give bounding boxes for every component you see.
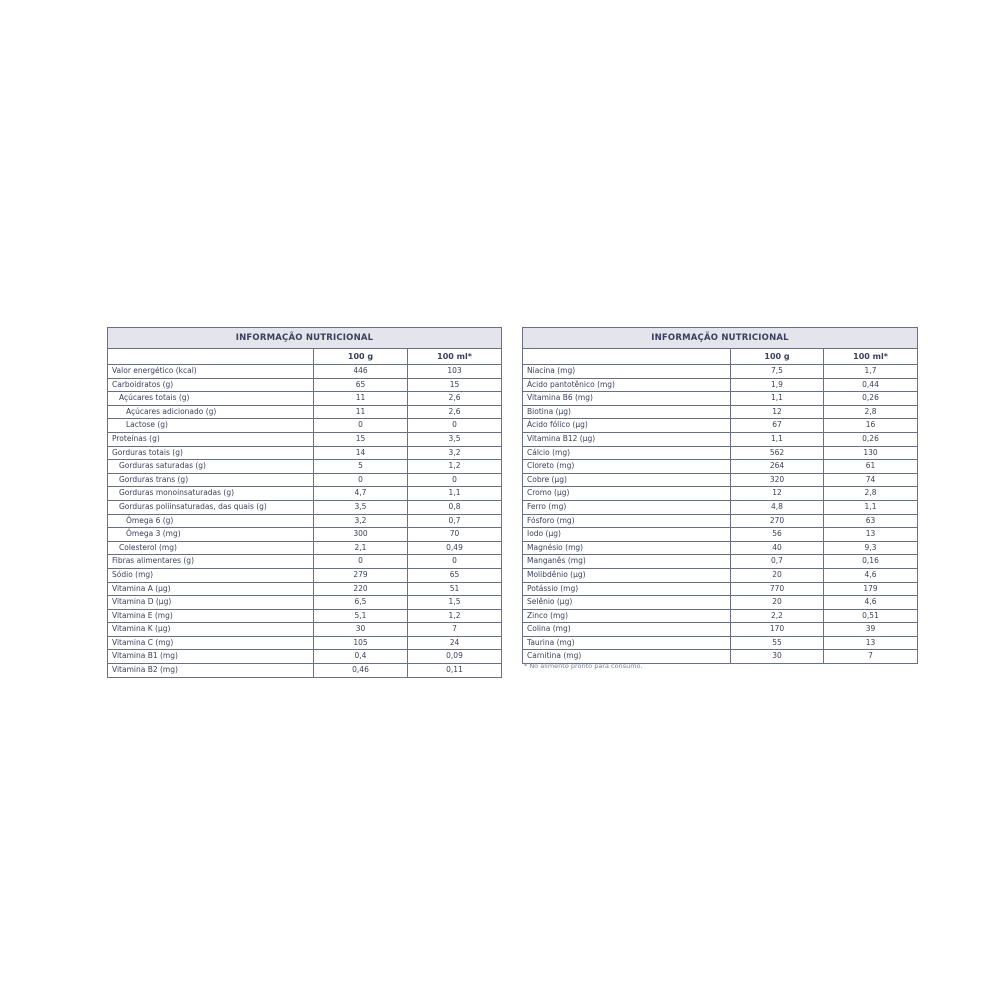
- value-100ml: 1,5: [408, 596, 502, 610]
- table-row: [523, 528, 918, 542]
- value-100ml: 1,7: [824, 365, 918, 379]
- nutrient-label: Valor energético (kcal): [108, 365, 314, 379]
- table-row: [523, 392, 918, 406]
- value-100g: 446: [314, 365, 408, 379]
- table-row: [523, 432, 918, 446]
- table-row: [108, 514, 502, 528]
- table-row: [523, 636, 918, 650]
- nutrient-label: Lactose (g): [108, 419, 314, 433]
- value-100g: 270: [731, 514, 824, 528]
- value-100ml: 0,26: [824, 392, 918, 406]
- table-row: [523, 405, 918, 419]
- table-row: [108, 664, 502, 678]
- value-100ml: 1,1: [408, 487, 502, 501]
- value-100ml: 13: [824, 528, 918, 542]
- nutrient-label: Ácido pantotênico (mg): [523, 378, 731, 392]
- table-row: [523, 460, 918, 474]
- value-100g: 30: [314, 623, 408, 637]
- nutrient-label: Vitamina B12 (µg): [523, 432, 731, 446]
- value-100ml: 1,2: [408, 460, 502, 474]
- value-100ml: 63: [824, 514, 918, 528]
- nutrition-table-left: [107, 327, 502, 678]
- value-100g: 11: [314, 405, 408, 419]
- table-row: [523, 419, 918, 433]
- table-row: [108, 460, 502, 474]
- value-100g: 0,4: [314, 650, 408, 664]
- value-100g: 170: [731, 623, 824, 637]
- nutrient-label: Ácido fólico (µg): [523, 419, 731, 433]
- table-row: [523, 500, 918, 514]
- nutrient-label: Niacina (mg): [523, 365, 731, 379]
- table-row: [523, 446, 918, 460]
- value-100ml: 2,8: [824, 405, 918, 419]
- value-100ml: 1,2: [408, 609, 502, 623]
- table-row: [108, 528, 502, 542]
- nutrient-label: Iodo (µg): [523, 528, 731, 542]
- value-100ml: 24: [408, 636, 502, 650]
- value-100g: 0: [314, 555, 408, 569]
- value-100ml: 2,6: [408, 405, 502, 419]
- nutrient-label: Proteínas (g): [108, 432, 314, 446]
- value-100ml: 0: [408, 419, 502, 433]
- value-100ml: 39: [824, 623, 918, 637]
- value-100g: 0: [314, 419, 408, 433]
- value-100ml: 4,6: [824, 568, 918, 582]
- nutrient-label: Molibdênio (µg): [523, 568, 731, 582]
- header-empty-cell: [523, 349, 731, 365]
- value-100g: 562: [731, 446, 824, 460]
- nutrient-label: Fósforo (mg): [523, 514, 731, 528]
- nutrient-label: Gorduras monoinsaturadas (g): [108, 487, 314, 501]
- table-row: [108, 487, 502, 501]
- value-100g: 11: [314, 392, 408, 406]
- nutrient-label: Sódio (mg): [108, 568, 314, 582]
- column-header-100ml: 100 ml*: [824, 349, 918, 365]
- table-row: [108, 596, 502, 610]
- table-row: [108, 555, 502, 569]
- nutrient-label: Taurina (mg): [523, 636, 731, 650]
- value-100ml: 1,1: [824, 500, 918, 514]
- table-row: [108, 365, 502, 379]
- table-row: [108, 541, 502, 555]
- value-100g: 30: [731, 650, 824, 664]
- value-100ml: 3,2: [408, 446, 502, 460]
- nutrient-label: Gorduras totais (g): [108, 446, 314, 460]
- value-100ml: 103: [408, 365, 502, 379]
- value-100ml: 3,5: [408, 432, 502, 446]
- table-row: [523, 568, 918, 582]
- footnote: * No alimento pronto para consumo.: [524, 662, 643, 670]
- value-100g: 320: [731, 473, 824, 487]
- value-100ml: 2,6: [408, 392, 502, 406]
- nutrient-label: Ferro (mg): [523, 500, 731, 514]
- value-100ml: 61: [824, 460, 918, 474]
- table-row: [523, 623, 918, 637]
- value-100g: 4,8: [731, 500, 824, 514]
- nutrient-label: Cromo (µg): [523, 487, 731, 501]
- nutrient-label: Vitamina B2 (mg): [108, 664, 314, 678]
- value-100g: 14: [314, 446, 408, 460]
- table-row: [108, 473, 502, 487]
- table-row: [523, 365, 918, 379]
- value-100g: 220: [314, 582, 408, 596]
- value-100g: 105: [314, 636, 408, 650]
- nutrient-label: Vitamina D (µg): [108, 596, 314, 610]
- table-row: [523, 609, 918, 623]
- nutrient-label: Cloreto (mg): [523, 460, 731, 474]
- table-title: INFORMAÇÃO NUTRICIONAL: [108, 328, 502, 349]
- nutrient-label: Vitamina B6 (mg): [523, 392, 731, 406]
- value-100ml: 0,11: [408, 664, 502, 678]
- value-100g: 4,7: [314, 487, 408, 501]
- value-100g: 20: [731, 568, 824, 582]
- nutrient-label: Zinco (mg): [523, 609, 731, 623]
- table-row: [523, 378, 918, 392]
- nutrient-label: Vitamina K (µg): [108, 623, 314, 637]
- table-row: [108, 623, 502, 637]
- table-row: [108, 378, 502, 392]
- value-100ml: 2,8: [824, 487, 918, 501]
- table-row: [108, 392, 502, 406]
- value-100g: 40: [731, 541, 824, 555]
- value-100ml: 7: [408, 623, 502, 637]
- value-100g: 55: [731, 636, 824, 650]
- nutrient-label: Vitamina B1 (mg): [108, 650, 314, 664]
- value-100ml: 15: [408, 378, 502, 392]
- value-100g: 1,1: [731, 392, 824, 406]
- table-row: [523, 541, 918, 555]
- value-100ml: 7: [824, 650, 918, 664]
- value-100ml: 0,16: [824, 555, 918, 569]
- table-row: [523, 514, 918, 528]
- nutrient-label: Vitamina E (mg): [108, 609, 314, 623]
- value-100g: 67: [731, 419, 824, 433]
- table-row: [523, 582, 918, 596]
- nutrient-label: Colesterol (mg): [108, 541, 314, 555]
- nutrient-label: Manganês (mg): [523, 555, 731, 569]
- value-100g: 300: [314, 528, 408, 542]
- value-100g: 65: [314, 378, 408, 392]
- value-100g: 2,2: [731, 609, 824, 623]
- table-row: [108, 582, 502, 596]
- value-100ml: 51: [408, 582, 502, 596]
- value-100ml: 0,8: [408, 500, 502, 514]
- nutrient-label: Vitamina C (mg): [108, 636, 314, 650]
- nutrient-label: Gorduras poliinsaturadas, das quais (g): [108, 500, 314, 514]
- nutrient-label: Ômega 3 (mg): [108, 528, 314, 542]
- table-row: [523, 596, 918, 610]
- value-100g: 5,1: [314, 609, 408, 623]
- value-100g: 0: [314, 473, 408, 487]
- value-100g: 770: [731, 582, 824, 596]
- table-title: INFORMAÇÃO NUTRICIONAL: [523, 328, 918, 349]
- nutrient-label: Açúcares totais (g): [108, 392, 314, 406]
- value-100g: 3,2: [314, 514, 408, 528]
- value-100g: 5: [314, 460, 408, 474]
- value-100g: 12: [731, 405, 824, 419]
- nutrient-label: Vitamina A (µg): [108, 582, 314, 596]
- value-100ml: 0,7: [408, 514, 502, 528]
- table-row: [108, 405, 502, 419]
- nutrient-label: Carboidratos (g): [108, 378, 314, 392]
- value-100g: 264: [731, 460, 824, 474]
- value-100g: 6,5: [314, 596, 408, 610]
- nutrient-label: Cobre (µg): [523, 473, 731, 487]
- value-100ml: 0,44: [824, 378, 918, 392]
- nutrient-label: Selênio (µg): [523, 596, 731, 610]
- value-100ml: 179: [824, 582, 918, 596]
- column-header-100g: 100 g: [731, 349, 824, 365]
- table-row: [108, 446, 502, 460]
- table-row: [523, 555, 918, 569]
- value-100ml: 130: [824, 446, 918, 460]
- value-100g: 2,1: [314, 541, 408, 555]
- value-100g: 1,9: [731, 378, 824, 392]
- value-100ml: 0,26: [824, 432, 918, 446]
- value-100ml: 4,6: [824, 596, 918, 610]
- table-row: [108, 636, 502, 650]
- value-100g: 56: [731, 528, 824, 542]
- table-row: [108, 419, 502, 433]
- value-100g: 12: [731, 487, 824, 501]
- nutrient-label: Colina (mg): [523, 623, 731, 637]
- column-header-100g: 100 g: [314, 349, 408, 365]
- nutrient-label: Açúcares adicionado (g): [108, 405, 314, 419]
- value-100ml: 9,3: [824, 541, 918, 555]
- value-100g: 20: [731, 596, 824, 610]
- nutrient-label: Gorduras trans (g): [108, 473, 314, 487]
- table-row: [108, 432, 502, 446]
- table-row: [108, 568, 502, 582]
- value-100ml: 0,51: [824, 609, 918, 623]
- nutrient-label: Fibras alimentares (g): [108, 555, 314, 569]
- value-100g: 1,1: [731, 432, 824, 446]
- table-row: [523, 473, 918, 487]
- value-100g: 7,5: [731, 365, 824, 379]
- nutrient-label: Cálcio (mg): [523, 446, 731, 460]
- value-100ml: 70: [408, 528, 502, 542]
- value-100ml: 0,49: [408, 541, 502, 555]
- value-100g: 0,46: [314, 664, 408, 678]
- table-row: [523, 487, 918, 501]
- value-100ml: 13: [824, 636, 918, 650]
- nutrient-label: Carnitina (mg): [523, 650, 731, 664]
- value-100ml: 74: [824, 473, 918, 487]
- value-100g: 279: [314, 568, 408, 582]
- nutrient-label: Ômega 6 (g): [108, 514, 314, 528]
- value-100g: 3,5: [314, 500, 408, 514]
- value-100ml: 16: [824, 419, 918, 433]
- table-row: [108, 609, 502, 623]
- value-100ml: 0: [408, 555, 502, 569]
- value-100ml: 0,09: [408, 650, 502, 664]
- table-row: [108, 650, 502, 664]
- table-row: [108, 500, 502, 514]
- nutrition-table-right: [522, 327, 918, 664]
- nutrient-label: Potássio (mg): [523, 582, 731, 596]
- value-100g: 15: [314, 432, 408, 446]
- header-empty-cell: [108, 349, 314, 365]
- nutrient-label: Magnésio (mg): [523, 541, 731, 555]
- value-100ml: 0: [408, 473, 502, 487]
- nutrient-label: Biotina (µg): [523, 405, 731, 419]
- nutrient-label: Gorduras saturadas (g): [108, 460, 314, 474]
- value-100ml: 65: [408, 568, 502, 582]
- column-header-100ml: 100 ml*: [408, 349, 502, 365]
- value-100g: 0,7: [731, 555, 824, 569]
